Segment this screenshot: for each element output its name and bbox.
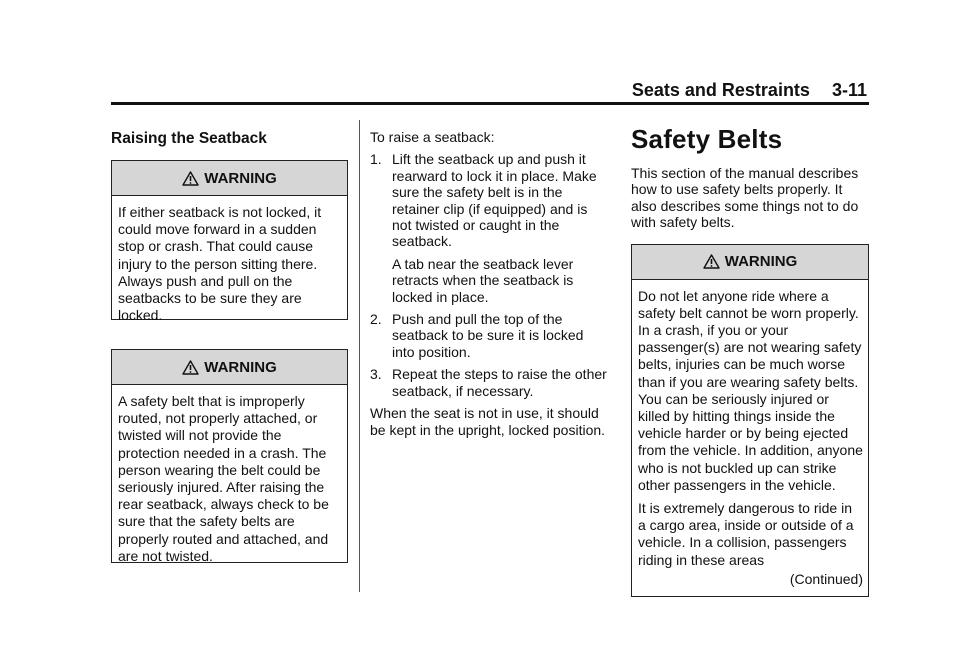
warning-triangle-icon [182,171,199,186]
column-left [111,120,348,563]
step-note: A tab near the seatback lever retracts when the seatback is locked in place. [392,255,574,305]
warning-paragraph: It is extremely dangerous to ride in a cargo area, inside or outside of a vehicle. In a collision, passengers riding in these areas [638,500,854,568]
steps-list [370,151,608,399]
step-number: 2. [370,311,382,328]
column-middle [370,120,608,444]
step-number: 1. [370,151,382,168]
warning-header [112,161,347,196]
warning-paragraph: Do not let anyone ride where a safety belt cannot be worn properly. In a crash, if you or your passenger(s) are not wearing safety belts, injuries can be much worse than if you are wearing safety belts. You can be seriously injured or killed by hitting things inside the vehicle harder or by being ejected from the vehicle. In addition, anyone who is not buckled up can strike other passengers in the vehicle. [638,287,863,493]
header-rule [111,102,869,105]
intro-text: To raise a seatback: [370,129,495,145]
column-right [631,120,869,597]
warning-box-seatback [111,160,348,324]
column-divider [359,120,360,592]
list-item [370,151,608,305]
warning-text [112,385,347,579]
step-text: Push and pull the top of the seatback to be sure it is locked into position. [392,311,584,360]
continued-label: (Continued) [789,570,863,587]
warning-text [632,280,868,596]
list-item [370,311,608,360]
section-heading: Raising the Seatback [111,130,267,147]
step-text: Repeat the steps to raise the other seatback, if necessary. [392,366,607,399]
warning-header [632,245,868,280]
warning-label: WARNING [724,253,798,271]
warning-paragraph: If either seatback is not locked, it could move forward in a sudden stop or crash. That could cause injury to the person sitting there. Always push and pull on the seatbacks to be sure they are locked. [118,204,322,324]
list-item [370,366,608,399]
step-number: 3. [370,366,382,383]
warning-label: WARNING [204,169,277,187]
section-title: Seats and Restraints [631,80,810,100]
section-title-large: Safety Belts [631,124,783,154]
warning-box-safety-belt [111,349,348,563]
closing-text: When the seat is not in use, it should be kept in the upright, locked position. [370,405,606,438]
warning-triangle-icon [182,360,199,375]
body-text [370,129,608,145]
body-text [631,165,869,231]
warning-header [112,350,347,385]
warning-triangle-icon [703,254,720,269]
intro-text: This section of the manual describes how to use safety belts properly. It also describes some things not to do with safety belts. [631,165,859,231]
running-header [632,80,867,101]
page-number: 3-11 [831,80,867,100]
body-text [370,405,608,438]
warning-text [112,196,347,338]
warning-label: WARNING [204,358,277,376]
step-text: Lift the seatback up and push it rearward to lock it in place. Make sure the safety belt is in the retainer clip (if equipped) and is not twisted or caught in the seatback. [392,151,597,250]
warning-paragraph: A safety belt that is improperly routed, not properly attached, or twisted will not provide the protection needed in a crash. The person wearing the belt could be seriously injured. After raising the rear seatback, always check to be sure that the safety belts are properly routed and attached, and are not twisted. [118,393,329,564]
warning-box-safety-belts [631,244,869,597]
